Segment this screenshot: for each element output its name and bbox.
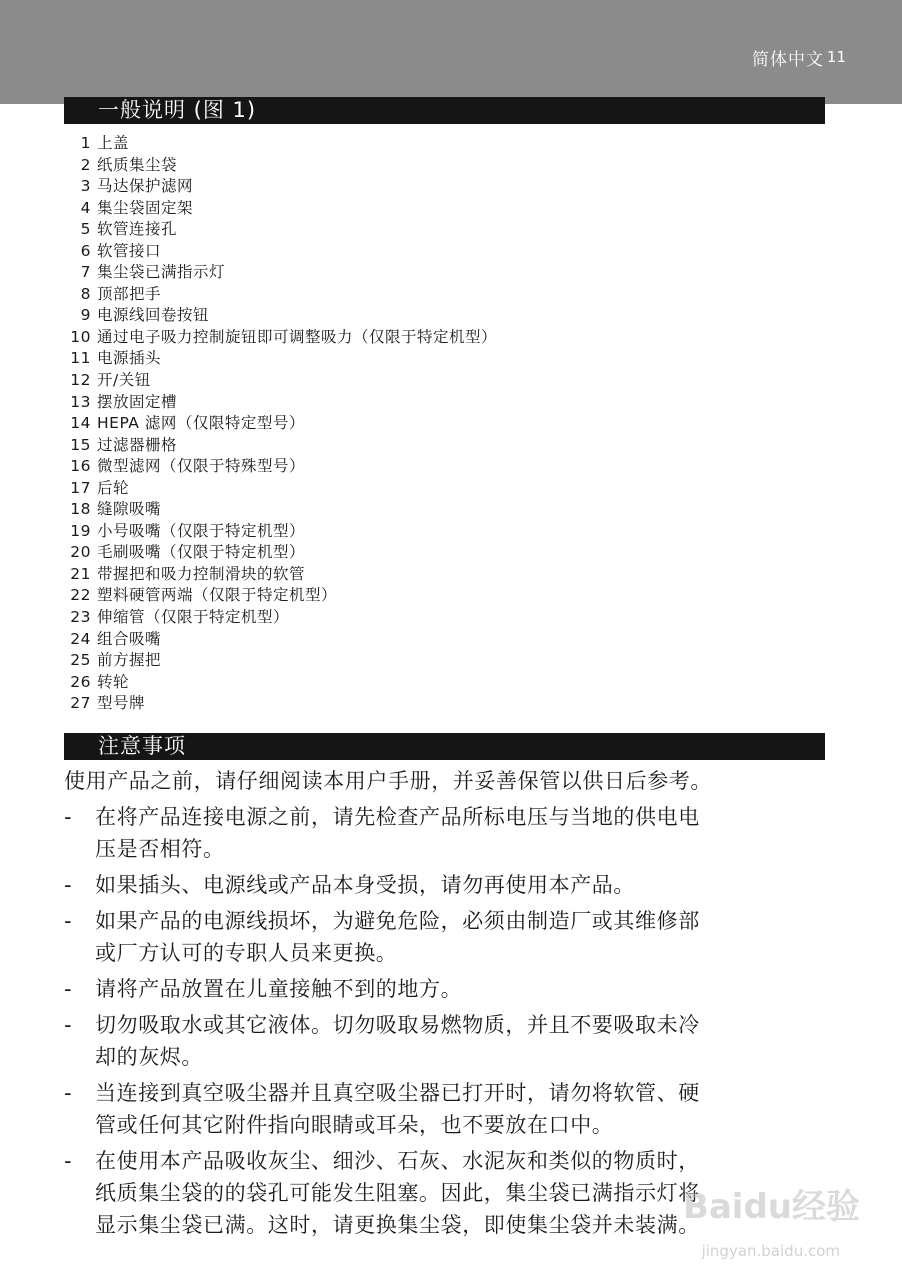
part-label: 摆放固定槽 — [97, 392, 178, 411]
section-heading-notice: 注意事项 — [64, 733, 825, 760]
part-number: 4 — [80, 198, 91, 217]
part-number: 19 — [70, 521, 91, 540]
part-number: 22 — [70, 586, 91, 605]
part-number: 8 — [80, 284, 91, 303]
part-label: 马达保护滤网 — [97, 177, 194, 196]
part-item — [64, 650, 497, 672]
bullet-dash: - — [64, 1149, 73, 1173]
part-label: 塑料硬管两端（仅限于特定机型） — [97, 586, 338, 605]
part-number: 2 — [80, 155, 91, 174]
warning-text-line: 切勿吸取水或其它液体。切勿吸取易燃物质，并且不要吸取未冷 — [95, 1013, 700, 1037]
bullet-dash: - — [64, 805, 73, 829]
warning-text-line: 管或任何其它附件指向眼睛或耳朵，也不要放在口中。 — [95, 1113, 614, 1137]
part-label: 集尘袋固定架 — [97, 198, 194, 217]
part-item — [64, 241, 497, 263]
part-number: 11 — [70, 349, 91, 368]
part-item — [64, 176, 497, 198]
part-item — [64, 478, 497, 500]
warning-text-line: 压是否相符。 — [95, 837, 225, 861]
part-label: 软管连接孔 — [97, 220, 178, 239]
part-label: 组合吸嘴 — [97, 629, 162, 648]
warning-item — [64, 905, 829, 969]
part-label: 小号吸嘴（仅限于特定机型） — [97, 521, 306, 540]
part-item — [64, 499, 497, 521]
part-number: 6 — [80, 241, 91, 260]
bullet-dash: - — [64, 1013, 73, 1037]
part-number: 10 — [70, 327, 91, 346]
part-number: 21 — [70, 564, 91, 583]
part-number: 17 — [70, 478, 91, 497]
part-item — [64, 305, 497, 327]
part-label: 上盖 — [97, 134, 130, 152]
part-item — [64, 435, 497, 457]
warning-text-line: 如果产品的电源线损坏，为避免危险，必须由制造厂或其维修部 — [95, 909, 700, 933]
part-label: 毛刷吸嘴（仅限于特定机型） — [97, 543, 306, 562]
part-number: 23 — [70, 608, 91, 627]
warning-text-line: 却的灰烬。 — [95, 1045, 203, 1069]
part-number: 24 — [70, 629, 91, 648]
language-label: 简体中文 — [752, 50, 824, 70]
part-item — [64, 585, 497, 607]
part-label: 通过电子吸力控制旋钮即可调整吸力（仅限于特定机型） — [97, 327, 498, 346]
part-number: 18 — [70, 500, 91, 519]
warning-text-line: 或厂方认可的专职人员来更换。 — [95, 941, 398, 965]
part-item — [64, 629, 497, 651]
bullet-dash: - — [64, 977, 73, 1001]
part-label: 纸质集尘袋 — [97, 155, 178, 174]
part-item — [64, 262, 497, 284]
part-label: 伸缩管（仅限于特定机型） — [97, 608, 290, 627]
part-label: 电源插头 — [97, 349, 162, 368]
part-label: 开/关钮 — [97, 371, 151, 390]
part-item — [64, 672, 497, 694]
part-number: 15 — [70, 435, 91, 454]
warning-item — [64, 801, 829, 865]
part-item — [64, 284, 497, 306]
bullet-dash: - — [64, 1081, 73, 1105]
warning-text-line: 当连接到真空吸尘器并且真空吸尘器已打开时，请勿将软管、硬 — [95, 1081, 700, 1105]
watermark-logo: Baidu经验 — [682, 1187, 860, 1227]
part-item — [64, 413, 497, 435]
part-label: 过滤器栅格 — [97, 435, 178, 454]
page-header-bar — [0, 0, 902, 104]
part-item — [64, 456, 497, 478]
warning-text-line: 纸质集尘袋的的袋孔可能发生阻塞。因此，集尘袋已满指示灯将 — [95, 1181, 700, 1205]
warning-text-line: 在将产品连接电源之前，请先检查产品所标电压与当地的供电电 — [95, 805, 700, 829]
warning-item — [64, 1009, 829, 1073]
bullet-dash: - — [64, 909, 73, 933]
warning-item — [64, 869, 829, 901]
part-number: 26 — [70, 672, 91, 691]
part-number: 9 — [80, 306, 91, 325]
part-item — [64, 521, 497, 543]
part-number: 3 — [80, 177, 91, 196]
part-item — [64, 198, 497, 220]
warning-text-line: 在使用本产品吸收灰尘、细沙、石灰、水泥灰和类似的物质时， — [95, 1149, 700, 1173]
part-label: HEPA 滤网（仅限特定型号） — [97, 414, 305, 433]
part-item — [64, 693, 497, 715]
part-item — [64, 542, 497, 564]
part-label: 集尘袋已满指示灯 — [97, 263, 226, 282]
part-label: 后轮 — [97, 478, 130, 497]
warning-text-line: 显示集尘袋已满。这时，请更换集尘袋，即使集尘袋并未装满。 — [95, 1213, 700, 1237]
part-label: 软管接口 — [97, 241, 162, 260]
part-label: 前方握把 — [97, 651, 162, 670]
warning-item — [64, 973, 829, 1005]
part-number: 20 — [70, 543, 91, 562]
part-number: 25 — [70, 651, 91, 670]
part-label: 缝隙吸嘴 — [97, 500, 162, 519]
part-number: 12 — [70, 371, 91, 390]
part-number: 14 — [70, 414, 91, 433]
section-heading-general: 一般说明 (图 1) — [64, 97, 825, 124]
part-label: 电源线回卷按钮 — [97, 306, 210, 325]
watermark-url: jingyan.baidu.com — [701, 1242, 840, 1260]
part-item — [64, 133, 497, 155]
part-label: 型号牌 — [97, 694, 146, 713]
part-label: 微型滤网（仅限于特殊型号） — [97, 457, 306, 476]
part-item — [64, 327, 497, 349]
part-number: 13 — [70, 392, 91, 411]
part-label: 转轮 — [97, 672, 130, 691]
bullet-dash: - — [64, 873, 73, 897]
part-number: 16 — [70, 457, 91, 476]
part-label: 带握把和吸力控制滑块的软管 — [97, 564, 306, 583]
part-item — [64, 219, 497, 241]
part-item — [64, 564, 497, 586]
page-number: 11 — [826, 48, 846, 66]
part-item — [64, 348, 497, 370]
part-number: 5 — [80, 220, 91, 239]
part-number: 1 — [80, 134, 91, 152]
part-item — [64, 370, 497, 392]
notice-intro: 使用产品之前，请仔细阅读本用户手册，并妥善保管以供日后参考。 — [64, 769, 712, 793]
part-item — [64, 155, 497, 177]
warning-text-line: 如果插头、电源线或产品本身受损，请勿再使用本产品。 — [95, 873, 635, 897]
part-label: 顶部把手 — [97, 284, 162, 303]
part-number: 7 — [80, 263, 91, 282]
parts-list — [64, 133, 497, 715]
part-number: 27 — [70, 694, 91, 713]
warning-item — [64, 1077, 829, 1141]
part-item — [64, 392, 497, 414]
warning-text-line: 请将产品放置在儿童接触不到的地方。 — [95, 977, 463, 1001]
part-item — [64, 607, 497, 629]
